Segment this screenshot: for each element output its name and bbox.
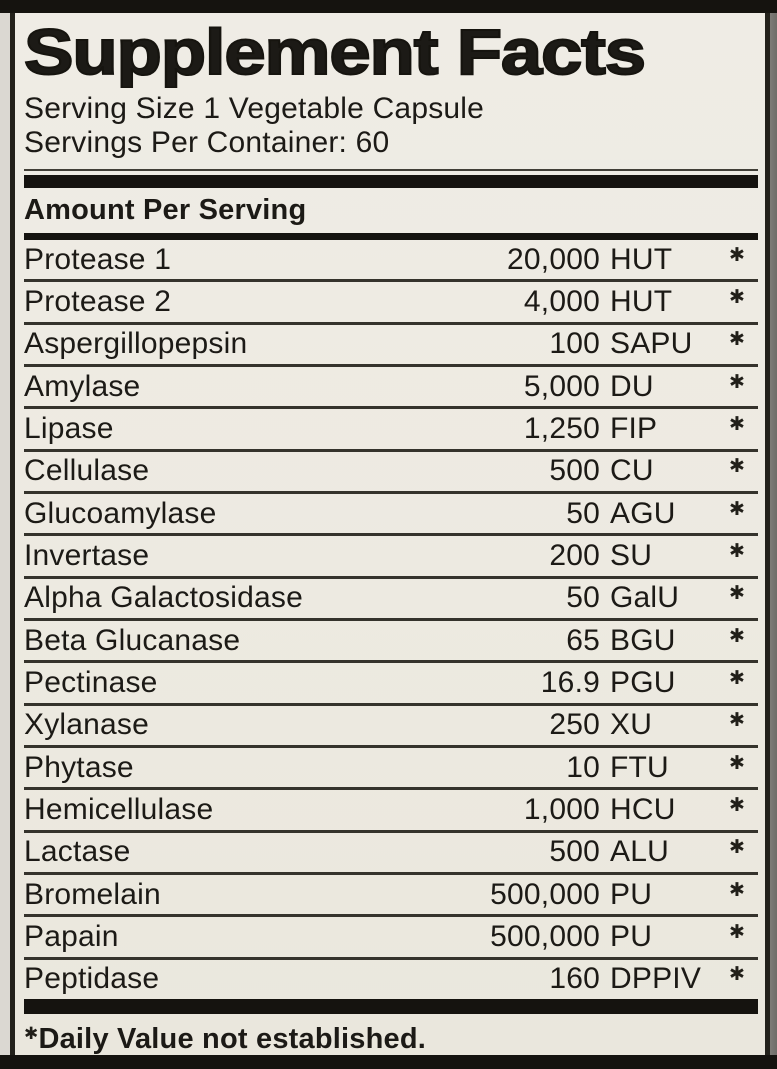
ingredient-amount: 250 bbox=[549, 708, 600, 742]
ingredient-name: Glucoamylase bbox=[24, 496, 217, 530]
asterisk-icon: ✱ bbox=[728, 624, 746, 647]
ingredient-row bbox=[24, 875, 758, 917]
asterisk-icon: ✱ bbox=[728, 285, 746, 308]
asterisk-icon: ✱ bbox=[728, 328, 746, 351]
asterisk-icon: ✱ bbox=[728, 751, 746, 774]
ingredient-row bbox=[24, 621, 758, 663]
ingredient-amount: 1,000 bbox=[523, 792, 600, 826]
footnote bbox=[24, 1014, 758, 1055]
ingredient-unit: DU bbox=[610, 369, 654, 403]
ingredient-name: Papain bbox=[24, 919, 119, 953]
asterisk-icon: ✱ bbox=[728, 963, 746, 986]
ingredient-row bbox=[24, 790, 758, 832]
ingredient-unit: SAPU bbox=[610, 327, 693, 361]
ingredient-amount: 200 bbox=[549, 538, 600, 572]
asterisk-icon: ✱ bbox=[728, 539, 746, 562]
ingredient-name: Alpha Galactosidase bbox=[24, 581, 303, 615]
supplement-facts-panel bbox=[10, 13, 770, 1055]
ingredient-unit: ALU bbox=[610, 835, 669, 869]
ingredient-unit: FIP bbox=[610, 411, 658, 445]
ingredient-name: Peptidase bbox=[24, 962, 160, 996]
ingredient-row bbox=[24, 833, 758, 875]
amount-per-serving-header: Amount Per Serving bbox=[24, 194, 307, 226]
ingredient-amount: 500,000 bbox=[490, 919, 600, 953]
ingredient-amount: 1,250 bbox=[523, 411, 600, 445]
ingredient-name: Xylanase bbox=[24, 708, 150, 742]
serving-info bbox=[24, 92, 758, 160]
ingredient-amount: 16.9 bbox=[540, 665, 600, 699]
ingredient-row bbox=[24, 409, 758, 451]
ingredient-amount: 50 bbox=[566, 581, 600, 615]
ingredient-unit: AGU bbox=[610, 496, 676, 530]
ingredient-unit: FTU bbox=[610, 750, 669, 784]
footnote-text: Daily Value not established. bbox=[38, 1023, 427, 1055]
panel-title: Supplement Facts bbox=[24, 16, 645, 88]
ingredient-name: Phytase bbox=[24, 750, 134, 784]
ingredient-row bbox=[24, 748, 758, 790]
asterisk-icon: ✱ bbox=[728, 582, 746, 605]
asterisk-icon: ✱ bbox=[728, 920, 746, 943]
ingredient-row bbox=[24, 960, 758, 999]
asterisk-icon: ✱ bbox=[728, 412, 746, 435]
ingredient-row bbox=[24, 536, 758, 578]
ingredient-amount: 160 bbox=[549, 962, 600, 996]
asterisk-icon: ✱ bbox=[728, 243, 746, 266]
asterisk-icon: ✱ bbox=[728, 370, 746, 393]
ingredient-name: Aspergillopepsin bbox=[24, 327, 248, 361]
ingredient-row bbox=[24, 367, 758, 409]
ingredient-unit: HCU bbox=[610, 792, 676, 826]
ingredient-amount: 4,000 bbox=[523, 284, 600, 318]
asterisk-icon: ✱ bbox=[728, 709, 746, 732]
asterisk-icon: ✱ bbox=[728, 666, 746, 689]
ingredient-unit: SU bbox=[610, 538, 653, 572]
serving-size-text: Serving Size 1 Vegetable Capsule bbox=[24, 92, 485, 125]
ingredient-row bbox=[24, 325, 758, 367]
asterisk-icon: ✱ bbox=[728, 455, 746, 478]
asterisk-icon: ✱ bbox=[728, 878, 746, 901]
ingredient-unit: CU bbox=[610, 454, 654, 488]
ingredient-name: Cellulase bbox=[24, 454, 150, 488]
ingredient-unit: PU bbox=[610, 919, 653, 953]
ingredient-row bbox=[24, 579, 758, 621]
heavy-rule-bottom bbox=[24, 999, 758, 1014]
asterisk-icon: ✱ bbox=[728, 793, 746, 816]
ingredient-row bbox=[24, 706, 758, 748]
ingredient-unit: GalU bbox=[610, 581, 680, 615]
ingredient-name: Amylase bbox=[24, 369, 141, 403]
ingredient-unit: HUT bbox=[610, 242, 673, 276]
ingredient-unit: DPPIV bbox=[610, 962, 702, 996]
ingredient-row bbox=[24, 282, 758, 324]
ingredient-name: Pectinase bbox=[24, 665, 158, 699]
servings-per-container-text: Servings Per Container: 60 bbox=[24, 126, 390, 159]
ingredient-amount: 10 bbox=[566, 750, 600, 784]
ingredient-unit: PU bbox=[610, 877, 653, 911]
ingredient-name: Bromelain bbox=[24, 877, 161, 911]
ingredient-amount: 500 bbox=[549, 454, 600, 488]
ingredient-row bbox=[24, 240, 758, 282]
ingredient-name: Lactase bbox=[24, 835, 131, 869]
ingredient-name: Lipase bbox=[24, 411, 114, 445]
ingredient-unit: PGU bbox=[610, 665, 676, 699]
ingredient-unit: HUT bbox=[610, 284, 673, 318]
ingredient-name: Protease 2 bbox=[24, 284, 172, 318]
ingredient-unit: XU bbox=[610, 708, 653, 742]
ingredient-name: Beta Glucanase bbox=[24, 623, 241, 657]
asterisk-icon: ✱ bbox=[728, 497, 746, 520]
ingredient-amount: 500 bbox=[549, 835, 600, 869]
ingredient-name: Invertase bbox=[24, 538, 150, 572]
ingredient-amount: 50 bbox=[566, 496, 600, 530]
ingredient-rows bbox=[24, 240, 758, 999]
asterisk-icon: ✱ bbox=[24, 1024, 39, 1044]
ingredient-amount: 65 bbox=[566, 623, 600, 657]
ingredient-amount: 5,000 bbox=[523, 369, 600, 403]
ingredient-amount: 100 bbox=[549, 327, 600, 361]
ingredient-row bbox=[24, 452, 758, 494]
asterisk-icon: ✱ bbox=[728, 836, 746, 859]
ingredient-name: Hemicellulase bbox=[24, 792, 214, 826]
ingredient-row bbox=[24, 663, 758, 705]
ingredient-row bbox=[24, 917, 758, 959]
ingredient-name: Protease 1 bbox=[24, 242, 172, 276]
ingredient-unit: BGU bbox=[610, 623, 676, 657]
ingredient-row bbox=[24, 494, 758, 536]
heavy-rule-top bbox=[24, 169, 758, 188]
ingredient-amount: 500,000 bbox=[490, 877, 600, 911]
medium-rule bbox=[24, 233, 758, 240]
ingredient-amount: 20,000 bbox=[507, 242, 600, 276]
